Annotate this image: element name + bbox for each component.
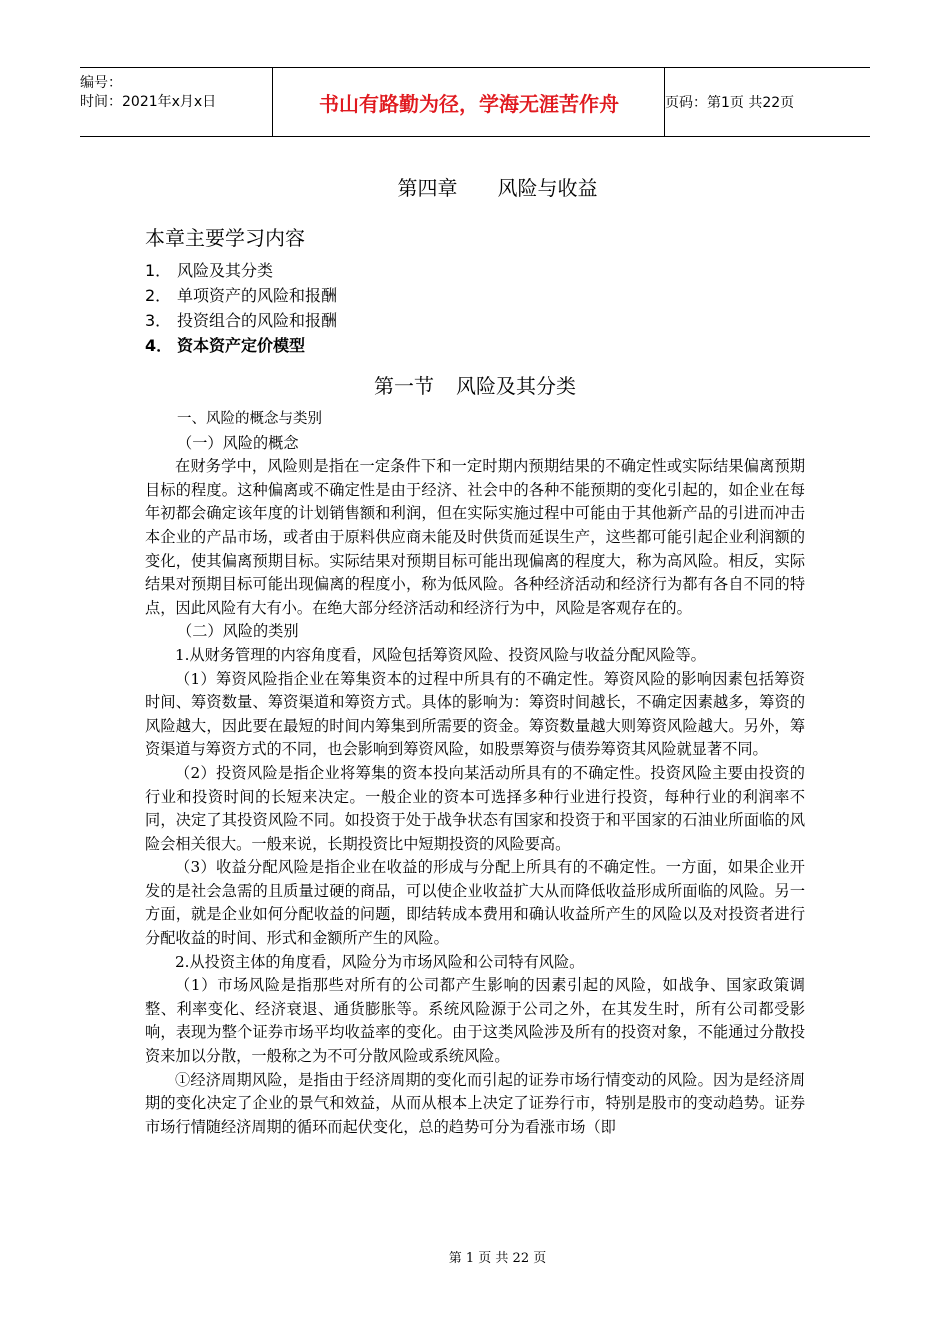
section-number: 第一节 (374, 374, 434, 398)
toc-item (145, 333, 337, 358)
body-content (145, 408, 805, 1139)
header-meta-cell (80, 68, 273, 136)
toc-label: 资本资产定价模型 (177, 336, 306, 355)
toc-label: 投资组合的风险和报酬 (177, 311, 338, 330)
toc-number: 3． (145, 311, 172, 330)
header-page-info: 页码：第1页 共22页 (665, 95, 795, 111)
heading-risk-concept-types: 一、风险的概念与类别 (177, 411, 322, 427)
paragraph-types-finance-view: 1.从财务管理的内容角度看，风险包括筹资风险、投资风险与收益分配风险等。 (175, 645, 706, 664)
toc-item (145, 308, 337, 333)
toc-label: 单项资产的风险和报酬 (177, 286, 338, 305)
header-motto: 书山有路勤为径，学海无涯苦作舟 (274, 68, 665, 136)
paragraph-distribution-risk: （3）收益分配风险是指企业在收益的形成与分配上所具有的不确定性。一方面，如果企业开发的是社会急需的且质量过硬的商品，可以使企业收益扩大从而降低收益形成所面临的风险。另一方面，就是企业如何分配收益的问题，即结转成本费用和确认收益所产生的风险以及对投资者进行分配收益的时间、形式和金额所产生的风险。 (145, 858, 805, 948)
toc-item (145, 283, 337, 308)
chapter-name: 风险与收益 (497, 176, 598, 200)
header-table (80, 67, 870, 137)
section-name: 风险及其分类 (456, 374, 576, 398)
paragraph-financing-risk: （1）筹资风险指企业在筹集资本的过程中所具有的不确定性。筹资风险的影响因素包括筹资时间、筹资数量、筹资渠道和筹资方式。具体的影响为：筹资时间越长，不确定因素越多，筹资的风险越大，因此要在最短的时间内筹集到所需要的资金。筹资数量越大则筹资风险越大。另外，筹资渠道与筹资方式的不同，也会影响到筹资风险，如股票筹资与债券筹资其风险就显著不同。 (145, 669, 805, 759)
number-label: 编号： (80, 75, 122, 91)
paragraph-investment-risk: （2）投资风险是指企业将筹集的资本投向某活动所具有的不确定性。投资风险主要由投资的行业和投资时间的长短来决定。一般企业的资本可选择多种行业进行投资，每种行业的利润率不同，决定了其投资风险不同。如投资于处于战争状态有国家和投资于和平国家的石油业所面临的风险会相关很大。一般来说，长期投资比中短期投资的风险要高。 (145, 763, 805, 853)
toc-number: 2． (145, 286, 172, 305)
chapter-title (0, 172, 950, 201)
heading-risk-concept: （一）风险的概念 (177, 433, 299, 452)
paragraph-economic-cycle-risk: ①经济周期风险，是指由于经济周期的变化而引起的证券市场行情变动的风险。因为是经济周期的变化决定了企业的景气和效益，从而从根本上决定了证券行市，特别是股市的变动趋势。证券市场行情随经济周期的循环而起伏变化，总的趋势可分为看涨市场（即 (145, 1070, 805, 1136)
toc-number: 4． (145, 336, 173, 355)
paragraph-types-investor-view: 2.从投资主体的角度看，风险分为市场风险和公司特有风险。 (175, 952, 585, 971)
toc-list (145, 258, 337, 358)
study-title: 本章主要学习内容 (145, 226, 305, 250)
toc-number: 1． (145, 261, 172, 280)
paragraph-risk-concept: 在财务学中，风险则是指在一定条件下和一定时期内预期结果的不确定性或实际结果偏离预期目标的程度。这种偏离或不确定性是由于经济、社会中的各种不能预期的变化引起的，如企业在每年初都会确定该年度的计划销售额和利润，但在实际实施过程中可能由于其他新产品的引进而冲击本企业的产品市场，或者由于原料供应商未能及时供货而延误生产，这些都可能引起企业利润额的变化，使其偏离预期目标。实际结果对预期目标可能出现偏离的程度大，称为高风险。相反，实际结果对预期目标可能出现偏离的程度小，称为低风险。各种经济活动和经济行为都有各自不同的特点，因此风险有大有小。在绝大部分经济活动和经济行为中，风险是客观存在的。 (145, 457, 805, 617)
time-label: 时间：2021年x月x日 (80, 94, 217, 110)
page-footer: 第 1 页 共 22 页 (448, 1251, 547, 1266)
toc-label: 风险及其分类 (177, 261, 274, 280)
heading-risk-types: （二）风险的类别 (177, 622, 299, 641)
chapter-number: 第四章 (397, 176, 458, 200)
section-title (0, 370, 950, 399)
toc-item (145, 258, 337, 283)
paragraph-market-risk: （1）市场风险是指那些对所有的公司都产生影响的因素引起的风险，如战争、国家政策调整、利率变化、经济衰退、通货膨胀等。系统风险源于公司之外，在其发生时，所有公司都受影响，表现为整个证券市场平均收益率的变化。由于这类风险涉及所有的投资对象，不能通过分散投资来加以分散，一般称之为不可分散风险或系统风险。 (145, 976, 805, 1066)
